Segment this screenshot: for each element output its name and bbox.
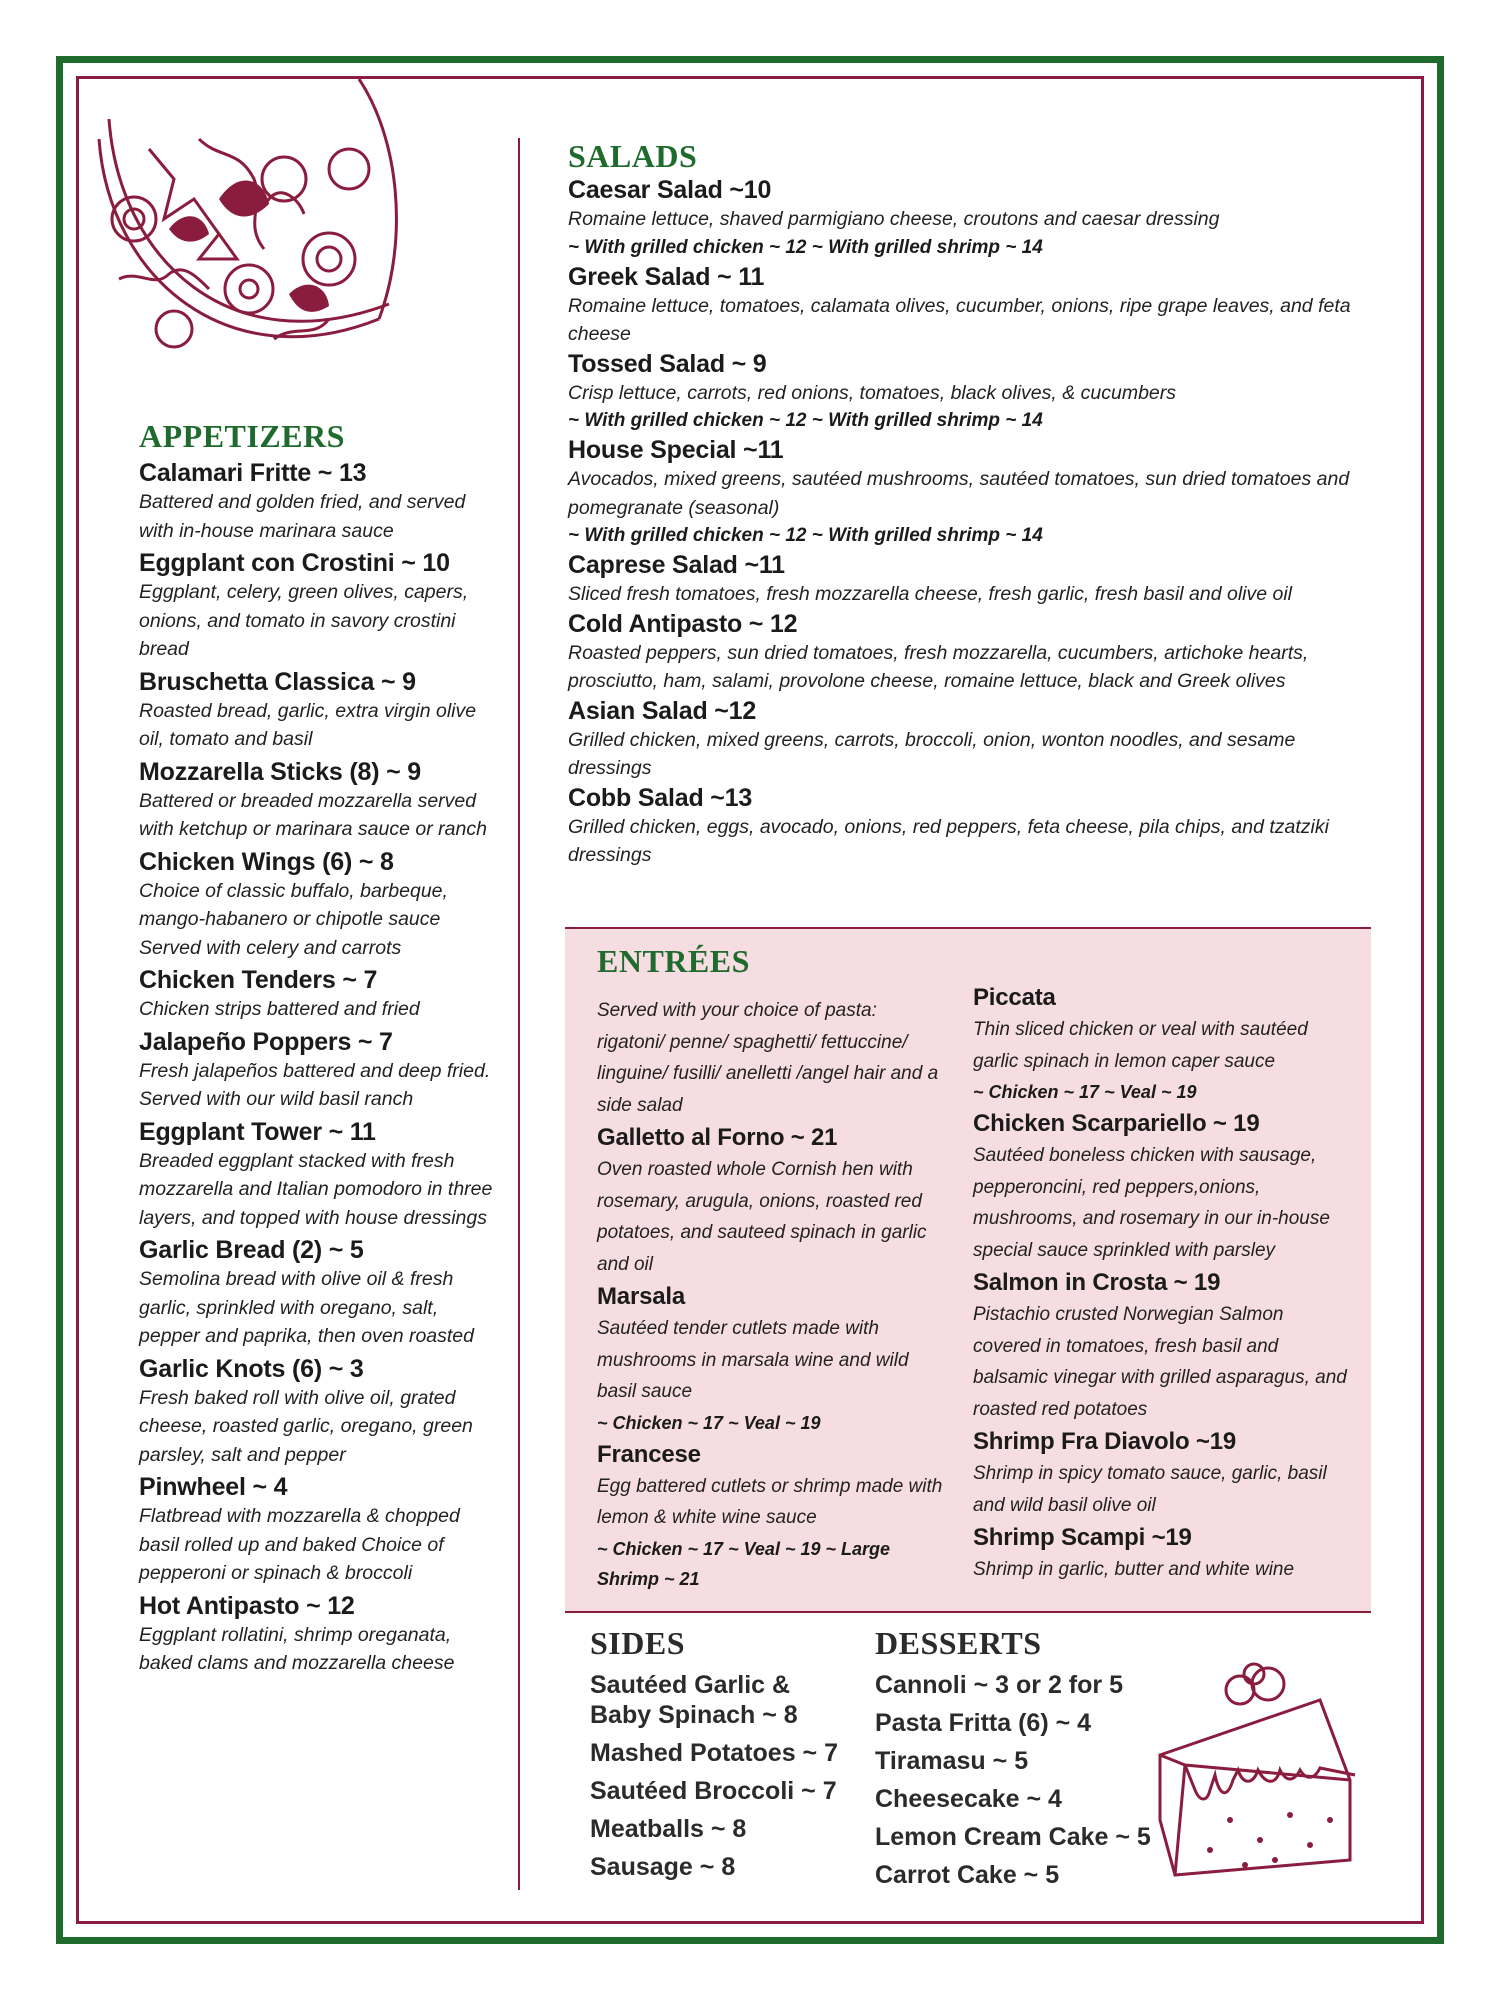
- item-name: Mozzarella Sticks (8) ~ 9: [139, 757, 421, 786]
- appetizer-item: [139, 1354, 499, 1470]
- item-description: Flatbread with mozzarella & chopped basil rolled up and baked Choice of pepperoni or spinach & broccoli: [139, 1505, 460, 1584]
- side-item: Sautéed Broccoli ~ 7: [590, 1777, 837, 1805]
- item-name: Marsala: [597, 1283, 685, 1310]
- item-description: Grilled chicken, eggs, avocado, onions, red peppers, feta cheese, pila chips, and tzatziki dressings: [568, 815, 1329, 866]
- item-name: Eggplant Tower ~ 11: [139, 1117, 376, 1146]
- desserts-list: [875, 1670, 1175, 1890]
- side-item: Sautéed Garlic & Baby Spinach ~ 8: [590, 1671, 798, 1729]
- salad-item: [568, 435, 1378, 550]
- item-description: Choice of classic buffalo, barbeque, mango-habanero or chipotle sauce Served with celery and carrots: [139, 879, 448, 959]
- item-description: Roasted bread, garlic, extra virgin olive oil, tomato and basil: [139, 699, 477, 750]
- item-options: ~ Chicken ~ 17 ~ Veal ~ 19 ~ Large Shrimp ~ 21: [597, 1538, 891, 1589]
- item-description: Fresh baked roll with olive oil, grated cheese, roasted garlic, oregano, green parsley, salt and pepper: [139, 1386, 473, 1466]
- entrees-title: ENTRÉES: [597, 943, 750, 979]
- appetizer-item: [139, 965, 499, 1024]
- salad-item: [568, 696, 1378, 783]
- item-name: Cobb Salad ~13: [568, 783, 753, 812]
- item-name: Asian Salad ~12: [568, 696, 757, 725]
- desserts-section: [875, 1625, 1175, 1890]
- desserts-title: DESSERTS: [875, 1625, 1042, 1661]
- item-name: Shrimp Scampi ~19: [973, 1524, 1192, 1551]
- item-name: Chicken Scarpariello ~ 19: [973, 1110, 1260, 1137]
- item-description: Thin sliced chicken or veal with sautéed garlic spinach in lemon caper sauce: [973, 1019, 1308, 1072]
- salad-item: [568, 550, 1378, 609]
- appetizer-item: [139, 1591, 499, 1678]
- entrees-intro: Served with your choice of pasta: rigatoni/ penne/ spaghetti/ fettuccine/ linguine/ fusilli/ anelletti /angel hair and a side salad: [597, 1000, 939, 1116]
- item-name: Garlic Knots (6) ~ 3: [139, 1354, 364, 1383]
- entree-item: [973, 1266, 1353, 1425]
- item-name: Pinwheel ~ 4: [139, 1473, 288, 1501]
- entree-item: [973, 1107, 1353, 1266]
- salad-item: [568, 609, 1378, 696]
- dessert-item: Cheesecake ~ 4: [875, 1785, 1062, 1813]
- appetizer-item: [139, 1235, 499, 1351]
- entree-right-list: [973, 981, 1353, 1586]
- item-description: Sautéed boneless chicken with sausage, pepperoncini, red peppers,onions, mushrooms, and rosemary in our in-house special sauce sprinkled with parsley: [973, 1145, 1330, 1261]
- item-name: House Special ~11: [568, 436, 784, 464]
- dessert-item: Carrot Cake ~ 5: [875, 1861, 1060, 1889]
- sides-title: SIDES: [590, 1625, 685, 1661]
- item-name: Greek Salad ~ 11: [568, 262, 765, 291]
- appetizer-item: [139, 458, 499, 545]
- appetizer-item: [139, 1472, 499, 1588]
- item-options: ~ With grilled chicken ~ 12 ~ With grilled shrimp ~ 14: [568, 410, 1043, 431]
- item-options: ~ Chicken ~ 17 ~ Veal ~ 19: [973, 1082, 1197, 1102]
- column-divider: [518, 138, 520, 1890]
- item-description: Eggplant, celery, green olives, capers, onions, and tomato in savory crostini bread: [139, 581, 469, 660]
- item-description: Roasted peppers, sun dried tomatoes, fresh mozzarella, cucumbers, artichoke hearts, prosciutto, ham, salami, provolone cheese, romaine lettuce, black and Greek olives: [568, 641, 1309, 692]
- item-name: Piccata: [973, 984, 1056, 1011]
- appetizer-item: [139, 548, 499, 664]
- salad-bowl-icon: [79, 79, 399, 389]
- item-name: Salmon in Crosta ~ 19: [973, 1269, 1221, 1296]
- item-options: ~ With grilled chicken ~ 12 ~ With grilled shrimp ~ 14: [568, 236, 1043, 258]
- item-name: Caesar Salad ~10: [568, 176, 772, 204]
- cake-slice-icon: [1150, 1660, 1360, 1890]
- sides-list: [590, 1670, 850, 1882]
- entrees-left-column: [597, 995, 947, 1594]
- dessert-item: Lemon Cream Cake ~ 5: [875, 1823, 1151, 1851]
- salad-list: [568, 175, 1378, 870]
- item-description: Fresh jalapeños battered and deep fried. Served with our wild basil ranch: [139, 1059, 491, 1110]
- side-item: Mashed Potatoes ~ 7: [590, 1739, 838, 1767]
- item-description: Battered and golden fried, and served with in-house marinara sauce: [139, 491, 466, 542]
- side-item: Meatballs ~ 8: [590, 1815, 747, 1843]
- item-description: Semolina bread with olive oil & fresh garlic, sprinkled with oregano, salt, pepper and paprika, then oven roasted: [139, 1268, 474, 1347]
- entree-item: [597, 1438, 947, 1594]
- salad-item: [568, 783, 1378, 870]
- item-name: Shrimp Fra Diavolo ~19: [973, 1428, 1237, 1455]
- salads-title: SALADS: [568, 138, 698, 174]
- item-description: Eggplant rollatini, shrimp oreganata, baked clams and mozzarella cheese: [139, 1623, 455, 1674]
- item-description: Egg battered cutlets or shrimp made with lemon & white wine sauce: [597, 1475, 943, 1528]
- entree-item: [973, 981, 1353, 1107]
- item-name: Caprese Salad ~11: [568, 551, 785, 579]
- item-name: Francese: [597, 1440, 701, 1468]
- appetizer-item: [139, 757, 499, 844]
- dessert-item: Tiramasu ~ 5: [875, 1747, 1029, 1775]
- item-description: Chicken strips battered and fried: [139, 998, 420, 1020]
- item-description: Shrimp in spicy tomato sauce, garlic, basil and wild basil olive oil: [973, 1463, 1327, 1516]
- appetizer-item: [139, 847, 499, 963]
- item-name: Chicken Tenders ~ 7: [139, 966, 378, 994]
- item-name: Jalapeño Poppers ~ 7: [139, 1027, 393, 1056]
- entrees-section: [565, 927, 1371, 1613]
- item-description: Pistachio crusted Norwegian Salmon covered in tomatoes, fresh basil and balsamic vinegar with grilled asparagus, and roasted red potatoes: [973, 1304, 1347, 1420]
- item-name: Galletto al Forno ~ 21: [597, 1124, 838, 1151]
- item-description: Crisp lettuce, carrots, red onions, tomatoes, black olives, & cucumbers: [568, 381, 1177, 404]
- entree-item: [597, 1121, 947, 1280]
- entrees-right-column: [973, 981, 1353, 1586]
- item-options: ~ Chicken ~ 17 ~ Veal ~ 19: [597, 1412, 821, 1433]
- appetizers-title: APPETIZERS: [139, 418, 345, 454]
- item-description: Romaine lettuce, shaved parmigiano cheese, croutons and caesar dressing: [568, 208, 1220, 230]
- entree-item: [597, 1280, 947, 1438]
- item-name: Tossed Salad ~ 9: [568, 349, 767, 378]
- item-name: Eggplant con Crostini ~ 10: [139, 549, 450, 577]
- salad-item: [568, 349, 1378, 436]
- item-description: Shrimp in garlic, butter and white wine: [973, 1559, 1295, 1580]
- item-description: Sliced fresh tomatoes, fresh mozzarella cheese, fresh garlic, fresh basil and olive oil: [568, 583, 1293, 605]
- dessert-item: Pasta Fritta (6) ~ 4: [875, 1709, 1092, 1737]
- appetizer-list: [139, 458, 499, 1678]
- item-description: Romaine lettuce, tomatoes, calamata olives, cucumber, onions, ripe grape leaves, and feta cheese: [568, 294, 1351, 345]
- entree-left-list: [597, 1121, 947, 1594]
- item-description: Oven roasted whole Cornish hen with rosemary, arugula, onions, roasted red potatoes, and sauteed spinach in garlic and oil: [597, 1159, 927, 1275]
- side-item: Sausage ~ 8: [590, 1853, 736, 1881]
- item-name: Hot Antipasto ~ 12: [139, 1591, 355, 1620]
- appetizer-item: [139, 667, 499, 754]
- item-name: Garlic Bread (2) ~ 5: [139, 1236, 364, 1264]
- item-description: Avocados, mixed greens, sautéed mushrooms, sautéed tomatoes, sun dried tomatoes and pomegranate (seasonal): [568, 468, 1350, 519]
- item-name: Chicken Wings (6) ~ 8: [139, 847, 394, 876]
- salad-item: [568, 262, 1378, 349]
- item-description: Grilled chicken, mixed greens, carrots, broccoli, onion, wonton noodles, and sesame dressings: [568, 728, 1296, 779]
- item-options: ~ With grilled chicken ~ 12 ~ With grilled shrimp ~ 14: [568, 525, 1043, 546]
- entree-item: [973, 1521, 1353, 1586]
- dessert-item: Cannoli ~ 3 or 2 for 5: [875, 1671, 1123, 1699]
- appetizer-item: [139, 1027, 499, 1114]
- item-name: Bruschetta Classica ~ 9: [139, 667, 416, 696]
- item-description: Battered or breaded mozzarella served with ketchup or marinara sauce or ranch: [139, 789, 487, 840]
- appetizer-item: [139, 1117, 499, 1233]
- salads-section: [568, 138, 1378, 870]
- item-description: Breaded eggplant stacked with fresh mozzarella and Italian pomodoro in three layers, and topped with house dressings: [139, 1149, 493, 1229]
- item-name: Calamari Fritte ~ 13: [139, 459, 367, 487]
- item-name: Cold Antipasto ~ 12: [568, 609, 798, 638]
- sides-section: [590, 1625, 850, 1882]
- entree-item: [973, 1425, 1353, 1521]
- appetizers-section: [139, 418, 499, 1678]
- salad-item: [568, 175, 1378, 262]
- item-description: Sautéed tender cutlets made with mushrooms in marsala wine and wild basil sauce: [597, 1318, 909, 1402]
